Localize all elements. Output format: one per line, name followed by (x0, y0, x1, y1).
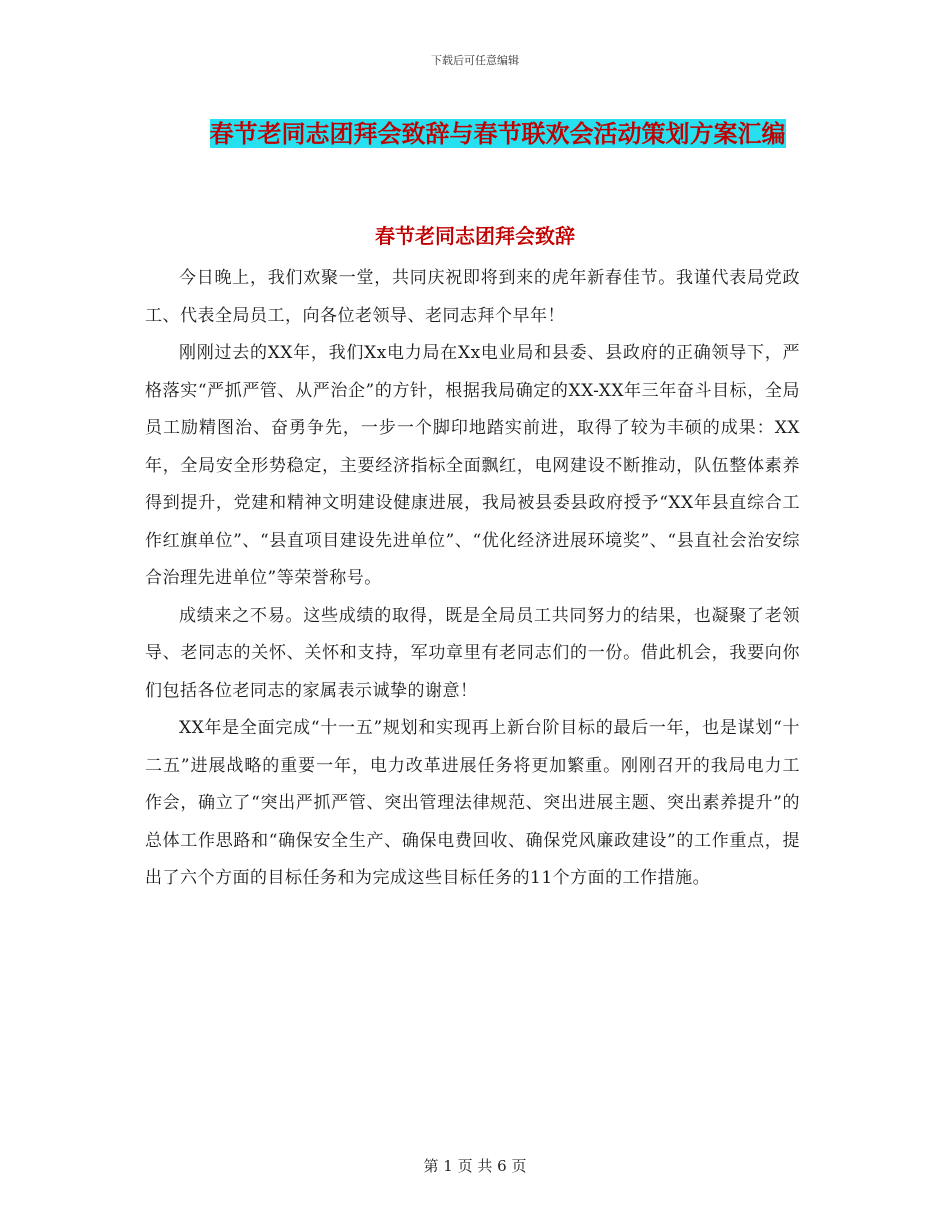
document-title-text: 春节老同志团拜会致辞与春节联欢会活动策划方案汇编 (209, 119, 786, 148)
paragraph: 成绩来之不易。这些成绩的取得，既是全局员工共同努力的结果，也凝聚了老领导、老同志的关怀、关怀和支持，军功章里有老同志们的一份。借此机会，我要向你们包括各位老同志的家属表示诚挚的谢意！ (145, 605, 800, 701)
page-number: 第 1 页 共 6 页 (423, 1157, 527, 1175)
document-body (145, 260, 800, 898)
paragraph: 刚刚过去的XX年，我们Xx电力局在Xx电业局和县委、县政府的正确领导下，严格落实“严抓严管、从严治企”的方针，根据我局确定的XX-XX年三年奋斗目标，全局员工励精图治、奋勇争先，一步一个脚印地踏实前进，取得了较为丰硕的成果：XX年，全局安全形势稳定，主要经济指标全面飘红，电网建设不断推动，队伍整体素养得到提升，党建和精神文明建设健康进展，我局被县委县政府授予“XX年县直综合工作红旗单位”、“县直项目建设先进单位”、“优化经济进展环境奖”、“县直社会治安综合治理先进单位”等荣誉称号。 (145, 343, 800, 588)
document-title (190, 110, 805, 158)
section-title: 春节老同志团拜会致辞 (375, 224, 575, 248)
page-header-note: 下载后可任意编辑 (431, 54, 519, 67)
paragraph: 今日晚上，我们欢聚一堂，共同庆祝即将到来的虎年新春佳节。我谨代表局党政工、代表全局员工，向各位老领导、老同志拜个早年！ (145, 268, 800, 326)
paragraph: XX年是全面完成“十一五”规划和实现再上新台阶目标的最后一年，也是谋划“十二五”进展战略的重要一年，电力改革进展任务将更加繁重。刚刚召开的我局电力工作会，确立了“突出严抓严管、突出管理法律规范、突出进展主题、突出素养提升”的总体工作思路和“确保安全生产、确保电费回收、确保党风廉政建设”的工作重点，提出了六个方面的目标任务和为完成这些目标任务的11个方面的工作措施。 (145, 718, 800, 888)
